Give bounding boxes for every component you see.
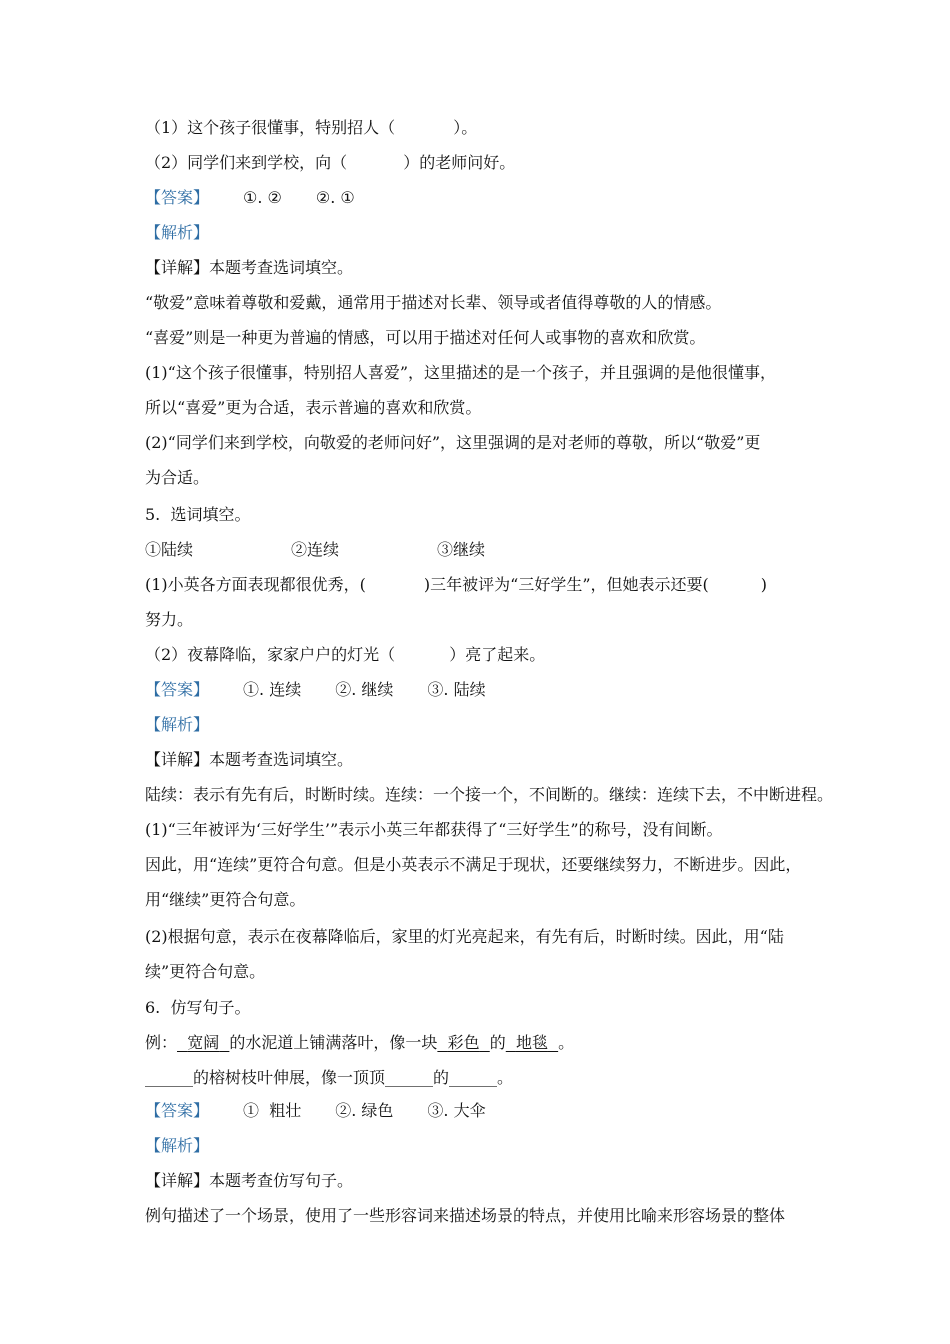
q4-explanation: (1)“这个孩子很懂事，特别招人喜爱”，这里描述的是一个孩子，并且强调的是他很懂事， (145, 363, 777, 382)
answer-label: 【答案】 (145, 680, 210, 699)
option: ③继续 (437, 540, 486, 559)
option: ①陆续 (145, 540, 194, 559)
q4-explanation: “喜爱”则是一种更为普遍的情感，可以用于描述对任何人或事物的喜欢和欣赏。 (145, 328, 706, 347)
q5-item-1-cont: 努力。 (145, 610, 194, 629)
underlined-word: 宽阔 (187, 1033, 220, 1052)
q4-item-1: （1）这个孩子很懂事，特别招人（ ）。 (145, 118, 478, 137)
q4-explanation: 为合适。 (145, 468, 210, 487)
q5-explanation: 因此，用“连续”更符合句意。但是小英表示不满足于现状，还要继续努力，不断进步。因此， (145, 855, 802, 874)
q4-detail: 【详解】本题考查选词填空。 (145, 258, 354, 277)
q6-blank-sentence: ______的榕树枝叶伸展，像一顶顶______的______。 (145, 1068, 514, 1087)
q5-answer: 【答案】 ①. 连续 ②. 继续 ③. 陆续 (145, 680, 486, 699)
q4-explanation: “敬爱”意味着尊敬和爱戴，通常用于描述对长辈、领导或者值得尊敬的人的情感。 (145, 293, 722, 312)
q5-title: 5. 选词填空。 (145, 505, 251, 524)
q4-answer: 【答案】 ①. ② ②. ① (145, 188, 355, 207)
q5-options (145, 540, 485, 560)
q4-item-2: （2）同学们来到学校，向（ ）的老师问好。 (145, 153, 516, 172)
q5-explanation: 续”更符合句意。 (145, 962, 266, 981)
q5-detail: 【详解】本题考查选词填空。 (145, 750, 354, 769)
q5-explanation: 陆续：表示有先有后，时断时续。连续：一个接一个，不间断的。继续：连续下去，不中断进程。 (145, 785, 834, 804)
underlined-word: 地毯 (515, 1033, 548, 1052)
q6-title: 6. 仿写句子。 (145, 998, 251, 1017)
q4-analysis-label: 【解析】 (145, 223, 210, 242)
q5-explanation: 用“继续”更符合句意。 (145, 890, 306, 909)
q5-item-2: （2）夜幕降临，家家户户的灯光（ ）亮了起来。 (145, 645, 546, 664)
q5-explanation: (1)“三年被评为‘三好学生’”表示小英三年都获得了“三好学生”的称号，没有间断。 (145, 820, 723, 839)
q6-answer: 【答案】 ① 粗壮 ②. 绿色 ③. 大伞 (145, 1101, 486, 1120)
answer-label: 【答案】 (145, 1101, 210, 1120)
q4-explanation: 所以“喜爱”更为合适，表示普遍的喜欢和欣赏。 (145, 398, 482, 417)
q4-explanation: (2)“同学们来到学校，向敬爱的老师问好”，这里强调的是对老师的尊敬，所以“敬爱”更 (145, 433, 761, 452)
q6-explanation: 例句描述了一个场景，使用了一些形容词来描述场景的特点，并使用比喻来形容场景的整体 (145, 1206, 786, 1225)
q6-example: 例： 宽阔 的水泥道上铺满落叶，像一块 彩色 的 地毯 。 (145, 1033, 575, 1052)
answer-label: 【答案】 (145, 188, 210, 207)
q5-explanation: (2)根据句意，表示在夜幕降临后，家里的灯光亮起来，有先有后，时断时续。因此，用“陆 (145, 927, 784, 946)
option: ②连续 (291, 540, 340, 559)
q5-analysis-label: 【解析】 (145, 715, 210, 734)
q6-detail: 【详解】本题考查仿写句子。 (145, 1171, 354, 1190)
q5-item-1: (1)小英各方面表现都很优秀，( )三年被评为“三好学生”，但她表示还要( ) (145, 575, 768, 594)
underlined-word: 彩色 (447, 1033, 480, 1052)
q6-analysis-label: 【解析】 (145, 1136, 210, 1155)
